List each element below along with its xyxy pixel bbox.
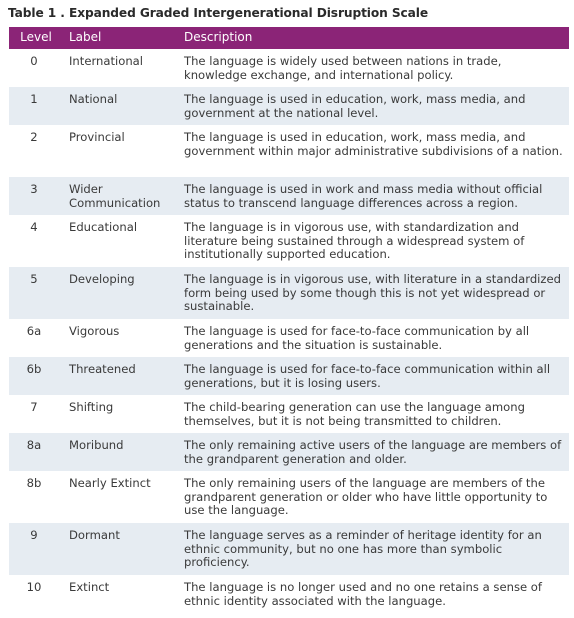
row-description: The only remaining users of the language are members of the grandparent generation or older who have little opportunity to use the language. <box>184 476 548 517</box>
row-level: 3 <box>30 182 38 196</box>
row-description: The language serves as a reminder of heritage identity for an ethnic community, but no one has more than symbolic proficiency. <box>184 528 542 569</box>
row-level: 5 <box>30 272 38 286</box>
row-label: Wider Communication <box>69 182 161 210</box>
table-row <box>9 177 569 215</box>
row-label: Provincial <box>69 130 125 144</box>
row-description: The language is in vigorous use, with literature in a standardized form being used by some though this is not yet widespread or sustainable. <box>184 272 561 313</box>
table-row <box>9 215 569 267</box>
row-label: Dormant <box>69 528 120 542</box>
row-label: Educational <box>69 220 138 234</box>
table-row <box>9 357 569 395</box>
row-level: 9 <box>30 528 38 542</box>
row-description: The language is used in education, work, mass media, and government at the national level. <box>184 92 526 120</box>
row-level: 2 <box>30 130 38 144</box>
row-description: The language is in vigorous use, with standardization and literature being sustained through a widespread system of institutionally supported education. <box>184 220 525 261</box>
row-description: The language is widely used between nations in trade, knowledge exchange, and international policy. <box>184 54 502 82</box>
row-level: 4 <box>30 220 38 234</box>
row-label: Shifting <box>69 400 114 414</box>
header-label: Label <box>69 30 102 45</box>
row-description: The child-bearing generation can use the language among themselves, but it is not being transmitted to children. <box>184 400 525 428</box>
row-label: Threatened <box>69 362 136 376</box>
table-row <box>9 125 569 177</box>
row-level: 8b <box>26 476 42 490</box>
row-description: The only remaining active users of the language are members of the grandparent generation and older. <box>184 438 562 466</box>
row-description: The language is used in work and mass media without official status to transcend language differences across a region. <box>184 182 543 210</box>
header-row <box>9 27 569 49</box>
row-label: Developing <box>69 272 135 286</box>
table-row <box>9 395 569 433</box>
row-label: National <box>69 92 118 106</box>
table-row <box>9 49 569 87</box>
row-label: Vigorous <box>69 324 120 338</box>
row-description: The language is used for face-to-face communication within all generations, but it is losing users. <box>184 362 551 390</box>
row-level: 6a <box>26 324 42 338</box>
row-description: The language is used in education, work, mass media, and government within major administrative subdivisions of a nation. <box>184 130 563 158</box>
row-label: Moribund <box>69 438 124 452</box>
table-row <box>9 267 569 319</box>
table-row <box>9 471 569 523</box>
row-level: 6b <box>26 362 42 376</box>
row-level: 1 <box>30 92 38 106</box>
table-row <box>9 575 569 613</box>
row-level: 10 <box>26 580 42 594</box>
table-row <box>9 433 569 471</box>
row-label: International <box>69 54 143 68</box>
header-level: Level <box>20 30 52 45</box>
table-row <box>9 319 569 357</box>
table-row <box>9 87 569 125</box>
row-description: The language is no longer used and no one retains a sense of ethnic identity associated with the language. <box>184 580 542 608</box>
row-level: 7 <box>30 400 38 414</box>
table-caption: Table 1 . Expanded Graded Intergenerational Disruption Scale <box>8 6 429 20</box>
row-description: The language is used for face-to-face communication by all generations and the situation is sustainable. <box>184 324 530 352</box>
row-label: Nearly Extinct <box>69 476 151 490</box>
table-header <box>9 27 569 49</box>
row-level: 0 <box>30 54 38 68</box>
table-row <box>9 523 569 575</box>
header-description: Description <box>184 30 253 45</box>
row-label: Extinct <box>69 580 110 594</box>
table-body <box>9 49 569 613</box>
row-level: 8a <box>26 438 42 452</box>
disruption-scale-table <box>9 27 569 613</box>
